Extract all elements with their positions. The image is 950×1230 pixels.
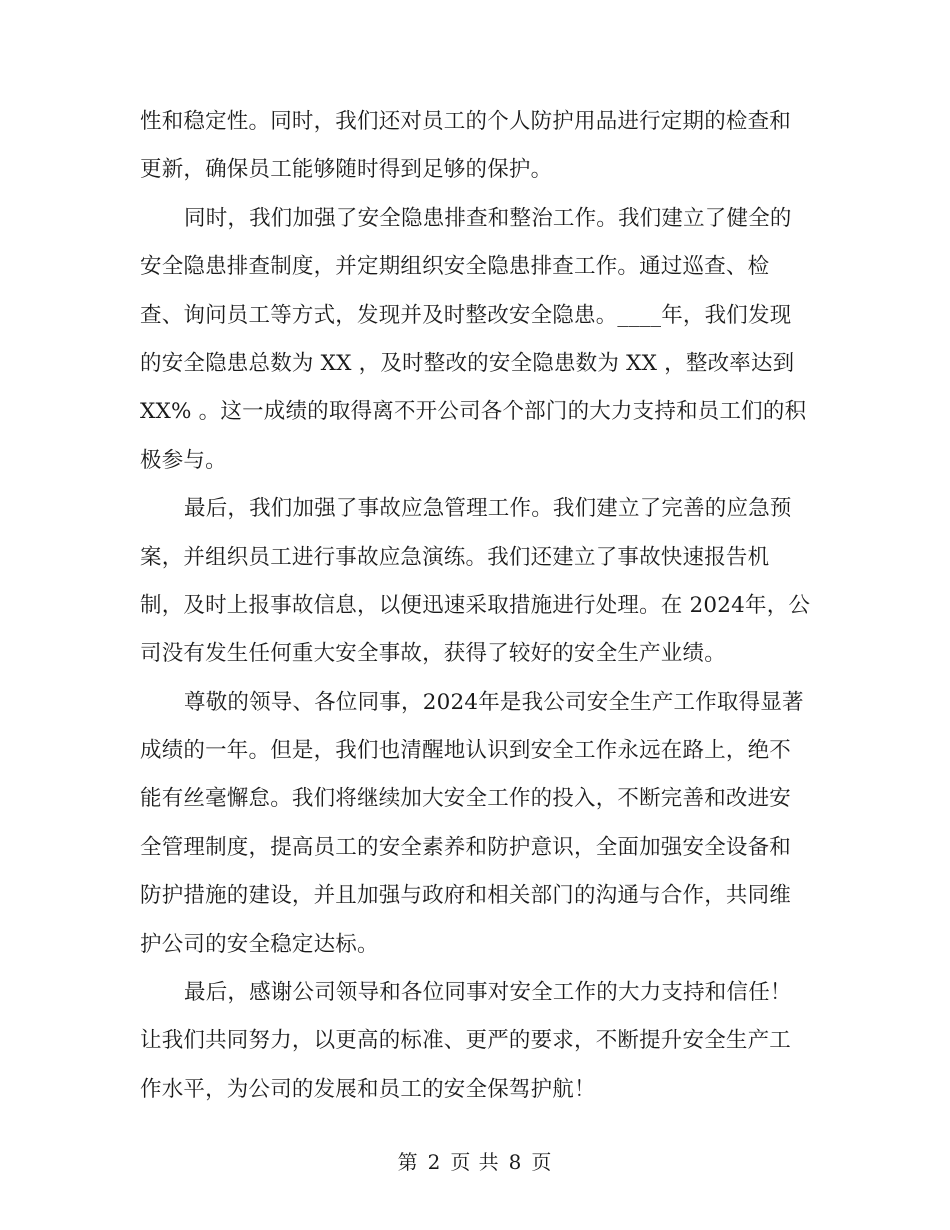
paragraph-4: [140, 679, 805, 969]
text-line: 同时，我们加强了安全隐患排查和整治工作。我们建立了健全的: [184, 205, 792, 231]
text-line: 司没有发生任何重大安全事故，获得了较好的安全生产业绩。: [140, 641, 726, 667]
paragraph-1: [140, 98, 805, 195]
text-line: 更新，确保员工能够随时得到足够的保护。: [140, 157, 553, 183]
total-page-number: 8: [508, 1150, 523, 1174]
text-line: 极参与。: [140, 447, 227, 473]
text-line: 最后，感谢公司领导和各位同事对安全工作的大力支持和信任！: [184, 980, 792, 1006]
footer-prefix: 第: [397, 1150, 419, 1174]
text-line: 能有丝毫懈怠。我们将继续加大安全工作的投入，不断完善和改进安: [140, 786, 792, 812]
text-line: 的安全隐患总数为 XX ，及时整改的安全隐患数为 XX ，整改率达到: [140, 350, 795, 376]
paragraph-2: [140, 195, 805, 485]
text-line: 防护措施的建设，并且加强与政府和相关部门的沟通与合作，共同维: [140, 883, 792, 909]
paragraph-5: [140, 969, 805, 1114]
text-line: 性和稳定性。同时，我们还对员工的个人防护用品进行定期的检查和: [140, 109, 792, 134]
document-body: [140, 98, 811, 1114]
text-line: 全管理制度，提高员工的安全素养和防护意识，全面加强安全设备和: [140, 834, 792, 860]
text-line: 成绩的一年。但是，我们也清醒地认识到安全工作永远在路上，绝不: [140, 738, 792, 764]
paragraph-3: [140, 485, 811, 679]
text-line: 安全隐患排查制度，并定期组织安全隐患排查工作。通过巡查、检: [140, 254, 770, 280]
text-line: 最后，我们加强了事故应急管理工作。我们建立了完善的应急预: [184, 496, 792, 522]
text-line: XX% 。这一成绩的取得离不开公司各个部门的大力支持和员工们的积: [140, 399, 807, 425]
text-line: 尊敬的领导、各位同事，2024年是我公司安全生产工作取得显著: [184, 689, 804, 715]
footer-suffix: 页: [531, 1150, 553, 1174]
text-line: 让我们共同努力，以更高的标准、更严的要求，不断提升安全生产工: [140, 1028, 792, 1054]
text-line: 作水平，为公司的发展和员工的安全保驾护航！: [140, 1076, 596, 1102]
text-line: 制，及时上报事故信息，以便迅速采取措施进行处理。在 2024年，公: [140, 592, 811, 618]
text-line: 护公司的安全稳定达标。: [140, 931, 379, 957]
page-footer: [0, 1147, 950, 1177]
text-line: 案，并组织员工进行事故应急演练。我们还建立了事故快速报告机: [140, 544, 770, 570]
current-page-number: 2: [427, 1150, 442, 1174]
text-line: 查、询问员工等方式，发现并及时整改安全隐患。____年，我们发现: [140, 302, 792, 328]
footer-middle: 页 共: [450, 1150, 500, 1174]
